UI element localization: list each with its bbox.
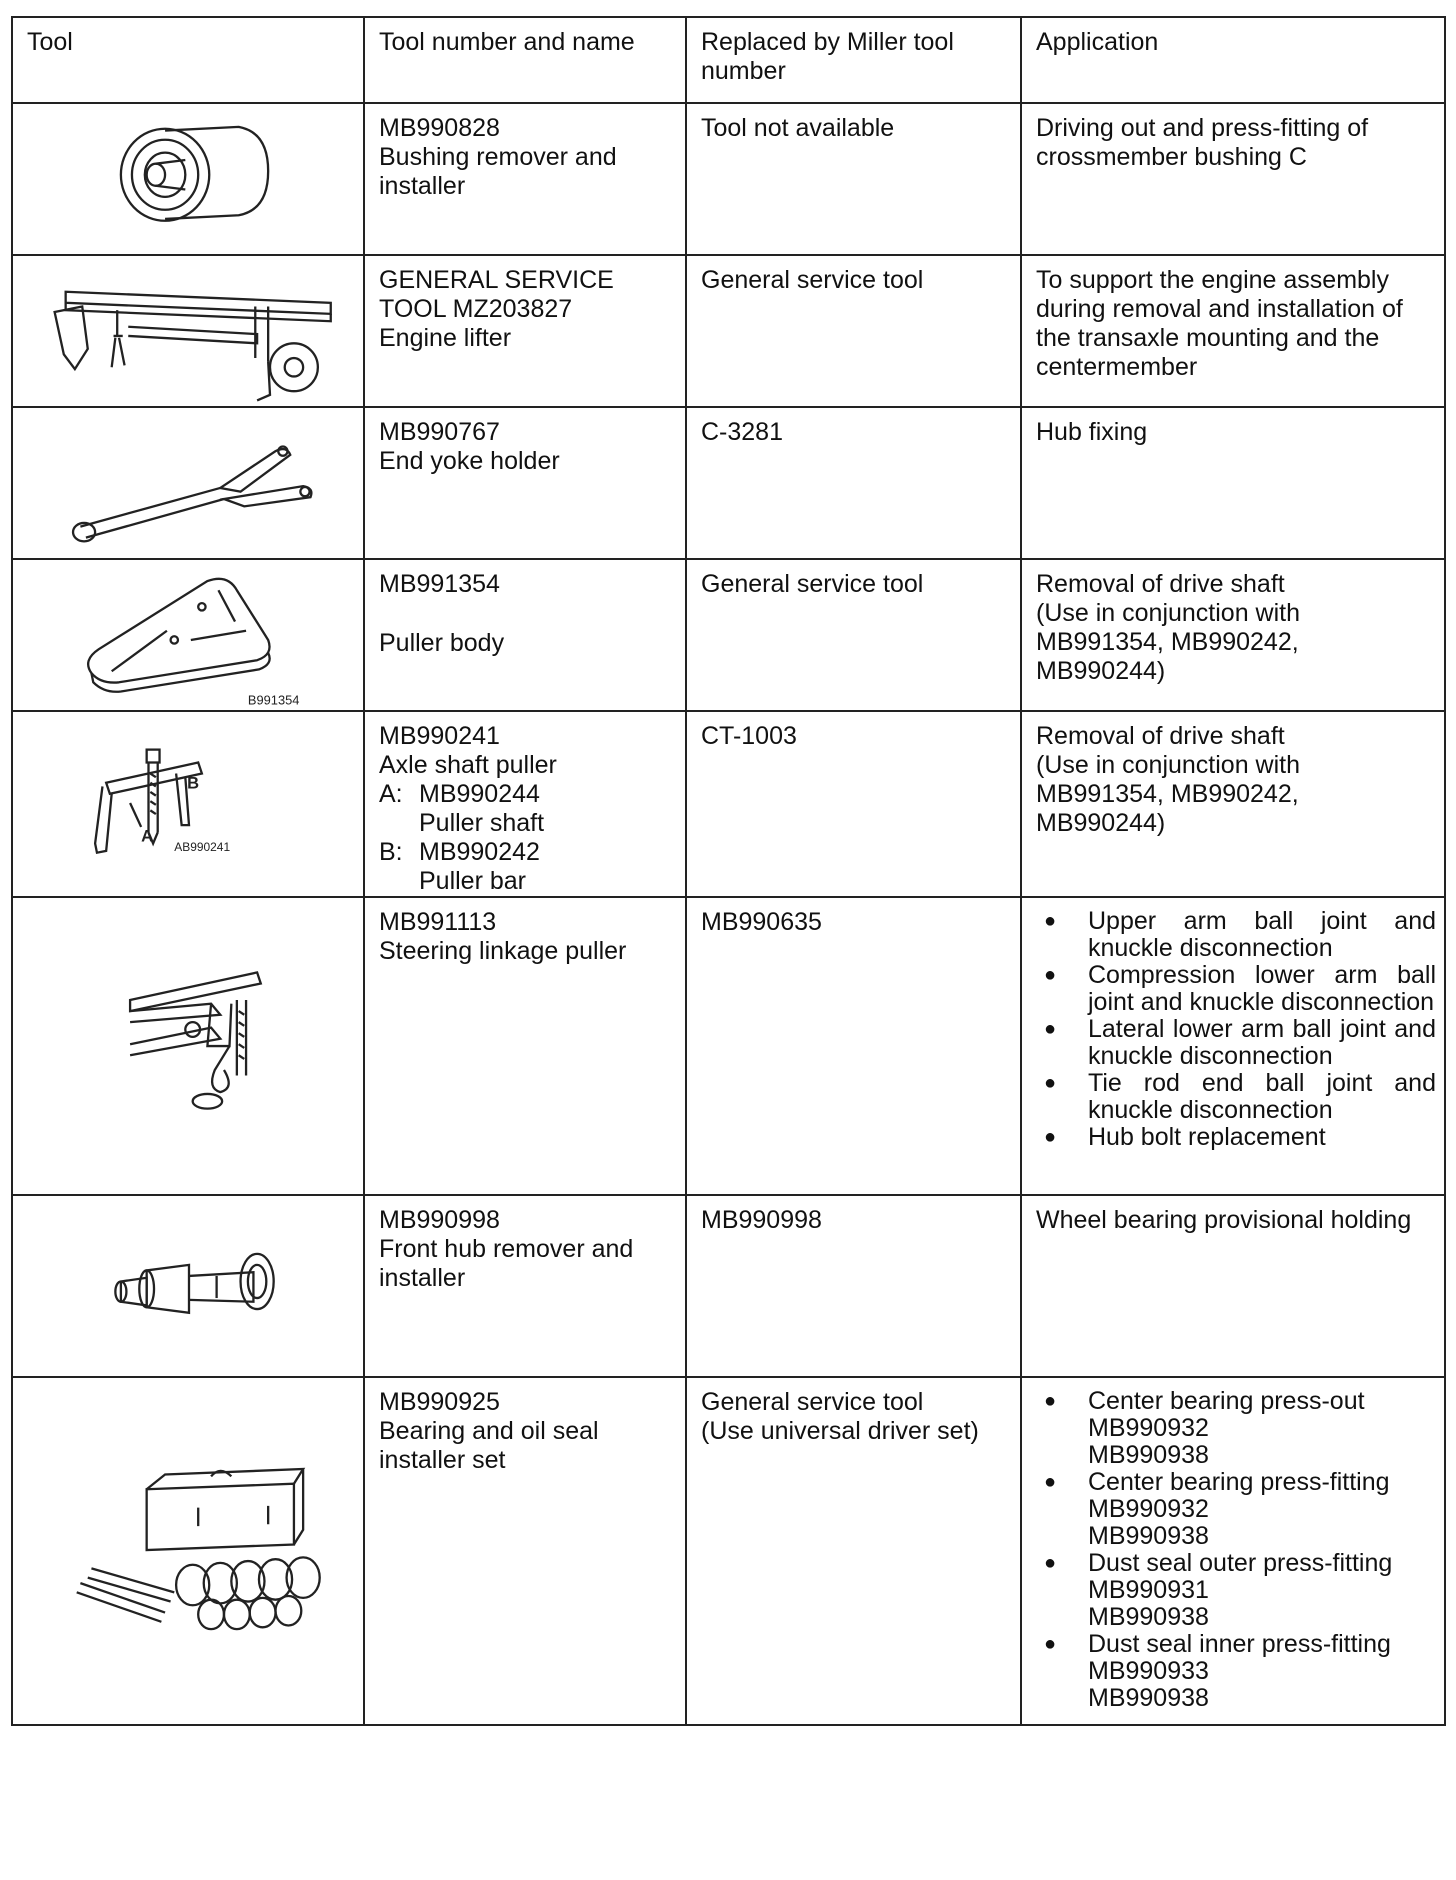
replaced-by: CT-1003 <box>686 711 1021 897</box>
tool-number: MB990828 <box>379 114 500 142</box>
table-row <box>12 1377 1445 1725</box>
tool-name: Engine lifter <box>379 324 512 352</box>
tool-name: End yoke holder <box>379 447 560 475</box>
tool-number: MB990998 <box>379 1206 500 1234</box>
replaced-by: Tool not available <box>686 103 1021 255</box>
tool-number-name <box>364 407 686 559</box>
replaced-by: C-3281 <box>686 407 1021 559</box>
part-a: A: MB990244 <box>379 780 540 808</box>
tool-number-name <box>364 255 686 407</box>
list-item: ● Upper arm ball joint and knuckle disconnection <box>1036 908 1436 962</box>
tool-number-name <box>364 559 686 711</box>
tool-name: Puller body <box>379 629 505 657</box>
tool-image-cell <box>12 407 364 559</box>
tool-image-cell <box>12 559 364 711</box>
application <box>1021 897 1445 1195</box>
replaced-by: General service tool <box>686 559 1021 711</box>
application-line: (Use in conjunction with MB991354, MB990242, MB990244) <box>1036 599 1301 685</box>
tool-name: Front hub remover and installer <box>379 1235 634 1292</box>
application: To support the engine assembly during removal and installation of the transaxle mounting and the centermember <box>1021 255 1445 407</box>
table-row <box>12 103 1445 255</box>
tool-number-name <box>364 711 686 897</box>
tool-number: MB990925 <box>379 1388 500 1416</box>
tool-name: Bearing and oil seal installer set <box>379 1417 599 1474</box>
engine-lifter-icon <box>27 266 351 406</box>
front-hub-remover-icon <box>27 1206 351 1374</box>
application <box>1021 711 1445 897</box>
bearing-seal-installer-set-icon <box>27 1388 351 1708</box>
application: Driving out and press-fitting of crossmember bushing C <box>1021 103 1445 255</box>
part-b-desc: Puller bar <box>419 867 526 895</box>
tool-number-name <box>364 897 686 1195</box>
table-row <box>12 559 1445 711</box>
application-line: Removal of drive shaft <box>1036 722 1285 750</box>
tool-number-name <box>364 1377 686 1725</box>
application-line: (Use in conjunction with MB991354, MB990242, MB990244) <box>1036 751 1301 837</box>
replaced-by: MB990998 <box>686 1195 1021 1377</box>
list-item: ● Tie rod end ball joint and knuckle disconnection <box>1036 1070 1436 1124</box>
replaced-line: General service tool <box>701 1388 924 1416</box>
steering-linkage-puller-icon <box>27 908 351 1182</box>
list-item: ● Hub bolt replacement <box>1036 1124 1436 1151</box>
tool-number: MB991113 <box>379 908 497 936</box>
puller-body-icon <box>27 570 351 710</box>
tool-number: MB991354 <box>379 570 500 598</box>
table-header-row <box>12 17 1445 103</box>
end-yoke-holder-icon <box>27 418 351 558</box>
callout-b: B <box>187 773 200 793</box>
table-row <box>12 255 1445 407</box>
part-a-desc: Puller shaft <box>419 809 545 837</box>
table-row <box>12 407 1445 559</box>
list-item: ● Lateral lower arm ball joint and knuckle disconnection <box>1036 1016 1436 1070</box>
header-application: Application <box>1021 17 1445 103</box>
tool-image-cell <box>12 255 364 407</box>
bushing-remover-icon <box>27 114 351 254</box>
application <box>1021 1377 1445 1725</box>
list-item: ● Dust seal inner press-fitting MB990933 MB990938 <box>1036 1631 1436 1712</box>
tool-image-cell <box>12 103 364 255</box>
application-list <box>1036 908 1436 1151</box>
tool-name: Axle shaft puller <box>379 751 557 779</box>
axle-shaft-puller-icon <box>27 722 351 874</box>
header-tool-number-name: Tool number and name <box>364 17 686 103</box>
image-label: B991354 <box>247 692 300 708</box>
list-item: ● Center bearing press-out MB990932 MB990938 <box>1036 1388 1436 1469</box>
tool-number-name <box>364 103 686 255</box>
application-list <box>1036 1388 1436 1712</box>
table-row <box>12 711 1445 897</box>
application-line: Removal of drive shaft <box>1036 570 1285 598</box>
image-label: AB990241 <box>174 839 231 854</box>
tool-number: GENERAL SERVICE TOOL MZ203827 <box>379 266 614 323</box>
replaced-by: MB990635 <box>686 897 1021 1195</box>
list-item: ● Dust seal outer press-fitting MB990931 MB990938 <box>1036 1550 1436 1631</box>
application: Hub fixing <box>1021 407 1445 559</box>
tool-name: Bushing remover and installer <box>379 143 617 200</box>
replaced-line: (Use universal driver set) <box>701 1417 979 1445</box>
tool-number: MB990767 <box>379 418 500 446</box>
header-replaced-by: Replaced by Miller tool number <box>686 17 1021 103</box>
application <box>1021 559 1445 711</box>
replaced-by <box>686 1377 1021 1725</box>
application: Wheel bearing provisional holding <box>1021 1195 1445 1377</box>
tool-image-cell <box>12 711 364 897</box>
tool-name: Steering linkage puller <box>379 937 627 965</box>
special-tools-table <box>11 16 1446 1726</box>
replaced-by: General service tool <box>686 255 1021 407</box>
table-row <box>12 1195 1445 1377</box>
header-tool: Tool <box>12 17 364 103</box>
tool-number: MB990241 <box>379 722 500 750</box>
part-b: B: MB990242 <box>379 838 540 866</box>
table-row <box>12 897 1445 1195</box>
list-item: ● Compression lower arm ball joint and knuckle disconnection <box>1036 962 1436 1016</box>
tool-number-name <box>364 1195 686 1377</box>
tool-image-cell <box>12 1195 364 1377</box>
tool-image-cell <box>12 897 364 1195</box>
tool-image-cell <box>12 1377 364 1725</box>
callout-a: A <box>141 826 154 846</box>
list-item: ● Center bearing press-fitting MB990932 MB990938 <box>1036 1469 1436 1550</box>
